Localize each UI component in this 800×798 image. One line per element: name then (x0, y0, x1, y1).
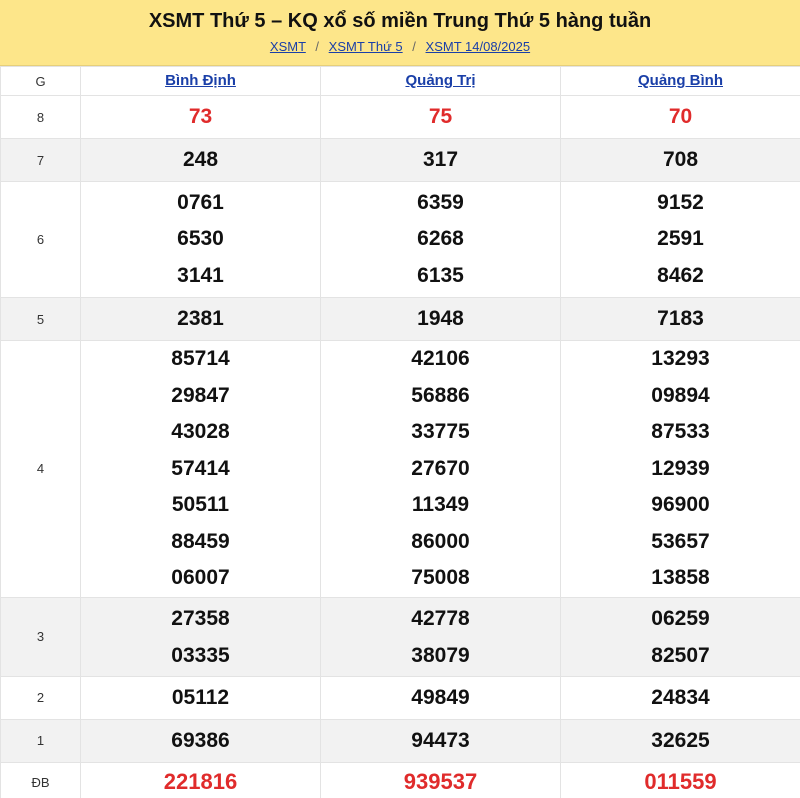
result-number: 75008 (411, 566, 470, 589)
result-number: 708 (662, 148, 699, 171)
result-cell (321, 298, 561, 341)
prize-row (1, 298, 800, 341)
result-cell (81, 597, 321, 676)
result-number: 13858 (651, 566, 710, 589)
result-number: 05112 (171, 685, 230, 709)
prize-label: 6 (1, 182, 81, 298)
prize-row (1, 719, 800, 762)
breadcrumb-link-date[interactable]: XSMT 14/08/2025 (425, 39, 531, 54)
prize-label: 1 (1, 719, 81, 762)
result-number: 57414 (171, 456, 230, 480)
result-cell (561, 139, 800, 182)
breadcrumb-separator: / (412, 39, 416, 54)
result-cell (561, 762, 800, 798)
result-number: 248 (182, 148, 219, 171)
result-number: 43028 (171, 420, 230, 443)
result-number: 11349 (411, 493, 470, 516)
result-cell (321, 719, 561, 762)
result-number: 09894 (651, 383, 710, 407)
result-cell (81, 182, 321, 298)
province-link-quang-binh[interactable]: Quảng Bình (638, 72, 723, 89)
result-cell (81, 676, 321, 719)
result-cell (81, 341, 321, 598)
result-number: 27670 (411, 456, 470, 480)
result-number: 85714 (171, 347, 230, 370)
prize-label: 8 (1, 96, 81, 139)
result-number: 38079 (411, 643, 470, 667)
result-number: 2591 (657, 227, 704, 251)
province-header-quang-tri (321, 67, 561, 96)
result-cell (561, 597, 800, 676)
result-cell (321, 762, 561, 798)
result-number: 6359 (417, 190, 464, 214)
page-title: XSMT Thứ 5 – KQ xổ số miền Trung Thứ 5 hàng tuần (148, 10, 652, 32)
result-cell (321, 182, 561, 298)
result-number: 2381 (177, 307, 224, 330)
result-cell (561, 676, 800, 719)
prize-row (1, 341, 800, 598)
result-number: 88459 (171, 529, 230, 553)
result-number: 87533 (651, 420, 710, 443)
result-number: 06259 (651, 606, 710, 630)
result-number: 50511 (171, 493, 230, 516)
result-number: 27358 (171, 606, 230, 630)
result-number: 86000 (411, 529, 470, 553)
prize-label: 5 (1, 298, 81, 341)
breadcrumb-separator: / (315, 39, 320, 54)
result-number: 13293 (651, 347, 710, 370)
breadcrumb-link-xsmt[interactable]: XSMT (269, 39, 306, 54)
result-number: 33775 (411, 420, 470, 443)
result-cell (321, 139, 561, 182)
prize-label: ĐB (1, 762, 81, 798)
result-number: 6530 (177, 227, 224, 251)
prize-label: 2 (1, 676, 81, 719)
result-number: 6135 (417, 263, 464, 287)
results-table (0, 66, 800, 798)
result-cell (561, 341, 800, 598)
province-link-quang-tri[interactable]: Quảng Trị (405, 72, 476, 89)
result-number: 0761 (177, 190, 224, 214)
result-number: 82507 (651, 643, 710, 667)
result-number: 73 (188, 105, 213, 128)
result-number: 8462 (657, 263, 704, 287)
result-number: 32625 (651, 728, 710, 752)
result-number: 12939 (651, 456, 710, 480)
result-number: 42106 (411, 347, 470, 370)
result-cell (561, 96, 800, 139)
result-number: 42778 (411, 606, 470, 630)
result-cell (321, 96, 561, 139)
prize-label: 3 (1, 597, 81, 676)
result-cell (561, 719, 800, 762)
result-cell (81, 298, 321, 341)
result-number: 011559 (644, 769, 717, 794)
result-number: 6268 (417, 227, 464, 251)
result-number: 317 (422, 148, 459, 171)
page-header (0, 0, 800, 66)
result-cell (81, 139, 321, 182)
province-header-quang-binh (561, 67, 800, 96)
result-number: 75 (428, 105, 453, 128)
result-number: 939537 (403, 769, 478, 794)
result-number: 69386 (171, 728, 230, 752)
result-number: 70 (668, 105, 693, 128)
prize-row (1, 139, 800, 182)
province-link-binh-dinh[interactable]: Bình Định (165, 72, 236, 89)
result-number: 96900 (651, 493, 710, 516)
prize-row (1, 762, 800, 798)
result-cell (81, 719, 321, 762)
result-cell (321, 676, 561, 719)
prize-label: 4 (1, 341, 81, 598)
result-number: 7183 (657, 307, 704, 330)
result-cell (81, 96, 321, 139)
result-number: 49849 (411, 685, 470, 709)
result-number: 03335 (171, 643, 230, 667)
prize-table-body (1, 96, 800, 798)
prize-row (1, 597, 800, 676)
result-number: 9152 (657, 190, 704, 214)
result-cell (321, 341, 561, 598)
result-cell (81, 762, 321, 798)
result-number: 3141 (177, 263, 224, 287)
prize-column-header: G (1, 67, 81, 96)
result-number: 1948 (417, 307, 464, 330)
result-number: 56886 (411, 383, 470, 407)
prize-row (1, 676, 800, 719)
breadcrumb (0, 40, 800, 54)
result-number: 53657 (651, 529, 710, 553)
breadcrumb-link-xsmt-thu-5[interactable]: XSMT Thứ 5 (328, 39, 403, 54)
result-number: 221816 (163, 769, 238, 794)
result-number: 29847 (171, 383, 230, 407)
result-number: 06007 (171, 566, 230, 589)
prize-label: 7 (1, 139, 81, 182)
result-cell (321, 597, 561, 676)
prize-row (1, 96, 800, 139)
result-number: 24834 (651, 685, 710, 709)
prize-row (1, 182, 800, 298)
result-cell (561, 182, 800, 298)
result-number: 94473 (411, 728, 470, 752)
result-cell (561, 298, 800, 341)
province-header-binh-dinh (81, 67, 321, 96)
